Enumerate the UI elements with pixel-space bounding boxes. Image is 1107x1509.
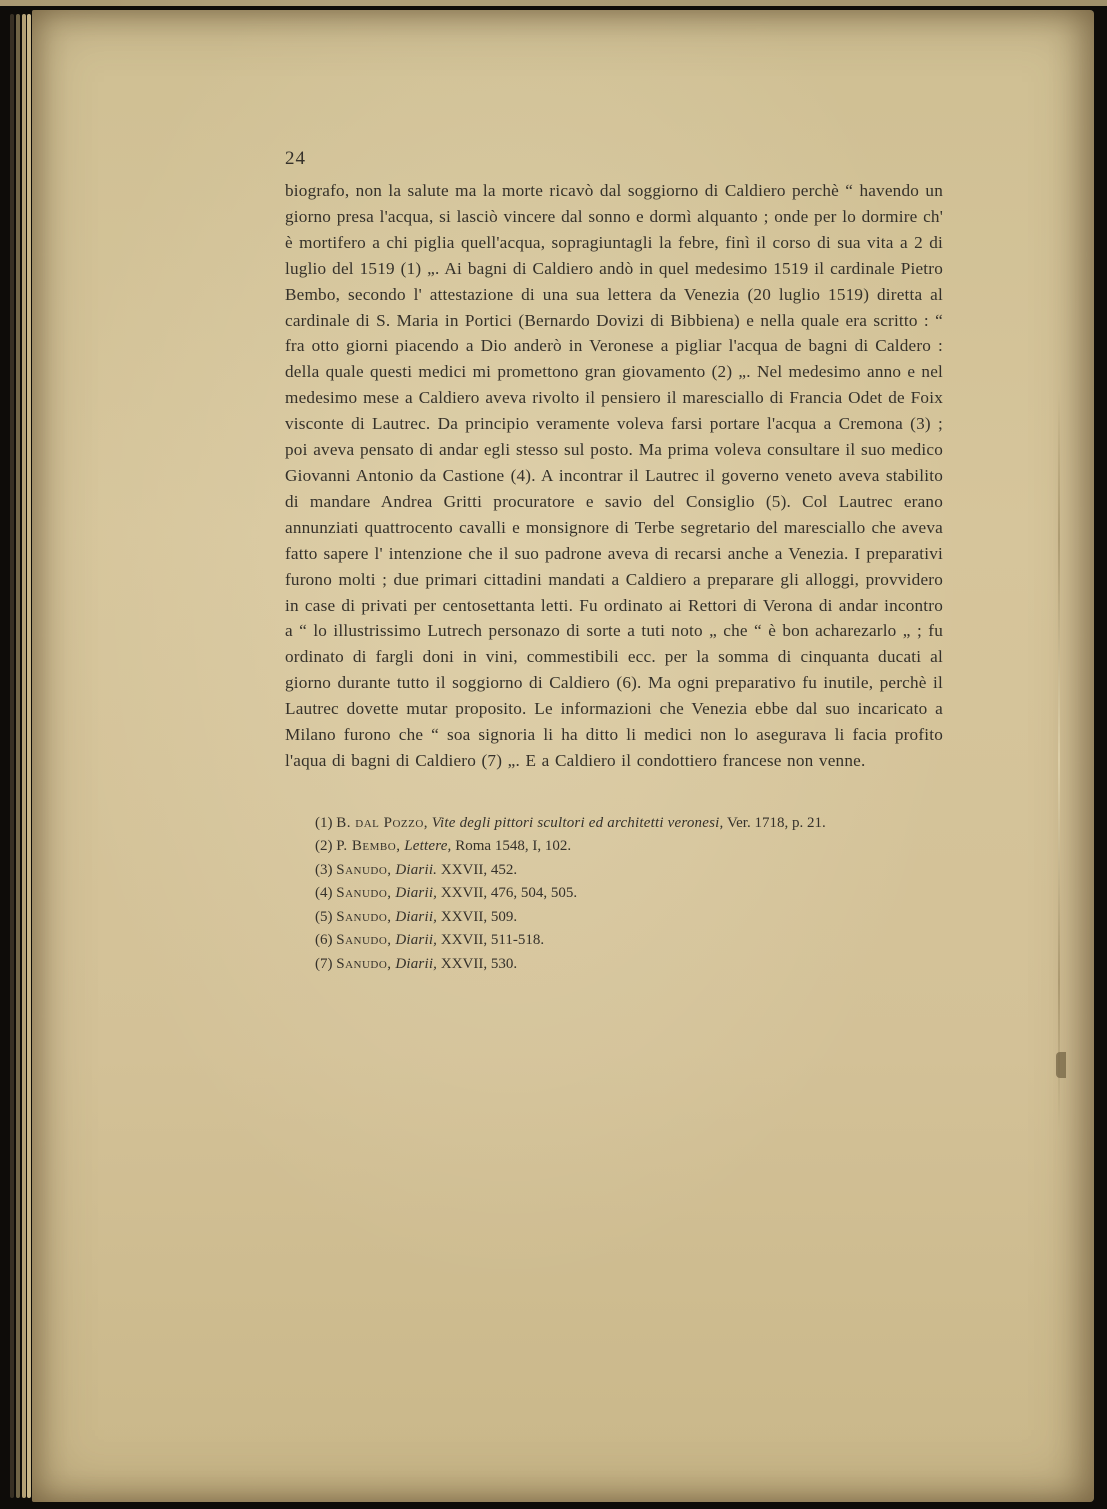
footnote-author: B. dal Pozzo, <box>336 814 429 831</box>
footnote <box>285 812 943 836</box>
footnote-marker: (6) <box>315 932 333 949</box>
footnotes <box>285 812 943 977</box>
footnote-citation: XXVII, 530. <box>440 955 518 972</box>
footnote-title: Diarii, <box>395 885 438 902</box>
footnote-marker: (3) <box>315 861 333 878</box>
footnote-author: Sanudo, <box>336 908 392 925</box>
footnote-author: Sanudo, <box>336 932 392 949</box>
footnote <box>285 835 943 859</box>
page-edge-nick <box>1056 1052 1066 1078</box>
page-edge-strip <box>16 14 20 1498</box>
footnote-citation: Ver. 1718, p. 21. <box>726 814 826 831</box>
footnote-marker: (2) <box>315 838 333 855</box>
footnote-title: Diarii, <box>395 908 438 925</box>
footnote-citation: Roma 1548, I, 102. <box>455 838 572 855</box>
footnote-marker: (5) <box>315 908 333 925</box>
footnote-title: Diarii, <box>395 932 438 949</box>
footnote-citation: XXVII, 509. <box>440 908 518 925</box>
footnote <box>285 929 943 953</box>
footnote-author: Sanudo, <box>336 955 392 972</box>
page-number: 24 <box>285 148 306 169</box>
footnote <box>285 906 943 930</box>
footnote-citation: XXVII, 476, 504, 505. <box>440 885 578 902</box>
footnote-title: Diarii. <box>395 861 438 878</box>
page-edge-strip <box>10 14 14 1498</box>
footnote-marker: (4) <box>315 885 333 902</box>
footnote <box>285 882 943 906</box>
page-edge-strip <box>27 14 31 1498</box>
page-crease <box>1058 390 1060 1130</box>
footnote-marker: (7) <box>315 955 333 972</box>
footnote-marker: (1) <box>315 814 333 831</box>
footnote-author: Sanudo, <box>336 885 392 902</box>
footnote <box>285 859 943 883</box>
page-edge-strip <box>22 14 26 1498</box>
footnote-author: Sanudo, <box>336 861 392 878</box>
footnote-title: Vite degli pittori scultori ed architetti veronesi, <box>431 814 724 831</box>
footnote-title: Diarii, <box>395 955 438 972</box>
footnote-citation: XXVII, 511-518. <box>440 932 545 949</box>
book-page <box>32 10 1094 1502</box>
footnote-author: P. Bembo, <box>336 838 401 855</box>
footnote <box>285 953 943 977</box>
footnote-citation: XXVII, 452. <box>440 861 518 878</box>
footnote-title: Lettere, <box>404 838 452 855</box>
adjacent-page-edge <box>0 0 1107 6</box>
stacked-page-edges <box>10 10 32 1502</box>
page-content <box>285 148 943 976</box>
body-text: biografo, non la salute ma la morte ricavò dal soggiorno di Caldiero perchè “ havendo un giorno presa l'acqua, si lasciò vincere dal sonno e dormì alquanto ; onde per lo dormire ch' è mortifero a chi piglia quell'acqua, sopragiuntagli la febre, finì il corso di sua vita a 2 di luglio del 1519 (1) „. Ai bagni di Caldiero andò in quel medesimo 1519 il cardinale Pietro Bembo, secondo l' attestazione di una sua lettera da Venezia (20 luglio 1519) diretta al cardinale di S. Maria in Portici (Bernardo Dovizi di Bibbiena) e nella quale era scritto : “ fra otto giorni piacendo a Dio anderò in Veronese a pigliar l'acqua de bagni di Caldero : della quale questi medici mi promettono gran giovamento (2) „. Nel medesimo anno e nel medesimo mese a Caldiero aveva rivolto il pensiero il maresciallo di Francia Odet de Foix visconte di Lautrec. Da principio veramente voleva farsi portare l'acqua a Cremona (3) ; poi aveva pensato di andar egli stesso sul posto. Ma prima voleva consultare il suo medico Giovanni Antonio da Castione (4). A incontrar il Lautrec il governo veneto aveva stabilito di mandare Andrea Gritti procuratore e savio del Consiglio (5). Col Lautrec erano annunziati quattrocento cavalli e monsignore di Terbe segretario del maresciallo che aveva fatto sapere l' intenzione che il suo padrone aveva di recarsi anche a Venezia. I preparativi furono molti ; due primari cittadini mandati a Caldiero a preparare gli alloggi, provvidero in case di privati per centosettanta letti. Fu ordinato ai Rettori di Verona di andar incontro a “ lo illustrissimo Lutrech personazo di sorte a tuti noto „ che “ è bon acharezarlo „ ; fu ordinato di fargli doni in vini, commestibili ecc. per la somma di cinquanta ducati al giorno durante tutto il soggiorno di Caldiero (6). Ma ogni preparativo fu inutile, perchè il Lautrec dovette mutar proposito. Le informazioni che Venezia ebbe dal suo incaricato a Milano furono che “ soa signoria li ha ditto li medici non lo asegurava li facia profito l'aqua di bagni di Caldiero (7) „. E a Caldiero il condottiero francese non venne. <box>285 181 943 770</box>
